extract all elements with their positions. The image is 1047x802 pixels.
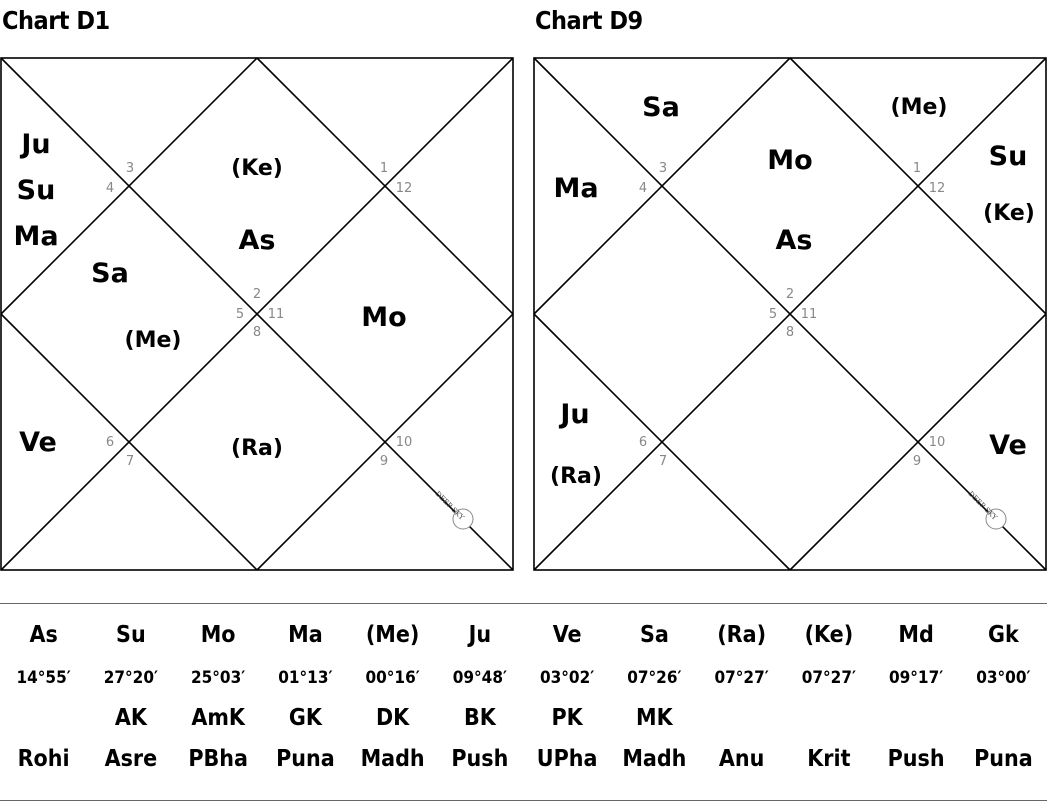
planet-label: As — [775, 225, 813, 256]
planet-label: As — [238, 225, 276, 256]
house-number: 10 — [395, 435, 413, 450]
house-number: 2 — [785, 287, 795, 302]
planet-label: Su — [988, 141, 1028, 172]
house-number: 3 — [658, 161, 668, 176]
degree-cell: 09°17′ — [889, 668, 944, 688]
house-number: 12 — [928, 181, 946, 196]
house-number: 11 — [267, 307, 285, 322]
house-number: 6 — [105, 435, 115, 450]
degree-cell: 25°03′ — [191, 668, 246, 688]
planet-label: Mo — [767, 145, 813, 176]
karaka-cell: GK — [288, 705, 322, 731]
planet-cell: (Ke) — [804, 622, 854, 648]
nakshatra-cell: Push — [451, 746, 509, 772]
table-bottom-divider — [0, 800, 1047, 801]
planet-label: Ve — [19, 427, 57, 458]
planet-cell: Ve — [552, 622, 582, 648]
degree-cell: 27°20′ — [103, 668, 158, 688]
house-number: 9 — [912, 454, 922, 469]
house-number: 10 — [928, 435, 946, 450]
planet-label: Ju — [560, 399, 590, 430]
house-number: 4 — [638, 181, 648, 196]
chart-d9-title: Chart D9 — [535, 6, 643, 35]
nakshatra-row — [0, 746, 1047, 786]
degree-row — [0, 668, 1047, 708]
planet-label: Ve — [989, 430, 1027, 461]
degree-cell: 03°00′ — [976, 668, 1031, 688]
planet-cell: Ma — [288, 622, 323, 648]
chart-d1-diagram — [0, 57, 514, 571]
house-number: 2 — [252, 287, 262, 302]
planet-cell: Md — [898, 622, 934, 648]
degree-cell: 14°55′ — [16, 668, 71, 688]
house-number: 1 — [379, 161, 389, 176]
nakshatra-cell: Asre — [104, 746, 158, 772]
house-number: 12 — [395, 181, 413, 196]
house-number: 1 — [912, 161, 922, 176]
planet-cell: (Ra) — [717, 622, 767, 648]
degree-cell: 07°26′ — [627, 668, 682, 688]
karaka-cell: MK — [636, 705, 673, 731]
deep-sky-watermark: DEEP SKY — [966, 489, 999, 522]
planet-label: Ma — [13, 221, 59, 252]
nakshatra-cell: Rohi — [17, 746, 70, 772]
table-top-divider — [0, 603, 1047, 604]
planet-cell: Su — [116, 622, 146, 648]
degree-cell: 03°02′ — [540, 668, 595, 688]
house-number: 4 — [105, 181, 115, 196]
planet-label: (Ke) — [983, 201, 1035, 226]
karaka-cell: DK — [376, 705, 410, 731]
degree-cell: 09°48′ — [452, 668, 507, 688]
karaka-cell: AmK — [191, 705, 245, 731]
nakshatra-cell: Puna — [276, 746, 335, 772]
house-number: 9 — [379, 454, 389, 469]
nakshatra-cell: Krit — [807, 746, 851, 772]
degree-cell: 00°16′ — [365, 668, 420, 688]
planet-label: Ju — [21, 129, 51, 160]
nakshatra-cell: PBha — [188, 746, 248, 772]
degree-cell: 07°27′ — [714, 668, 769, 688]
planet-cell: Sa — [639, 622, 669, 648]
planet-label: (Ra) — [550, 464, 602, 489]
karaka-row — [0, 705, 1047, 745]
house-number: 5 — [235, 307, 245, 322]
nakshatra-cell: Madh — [622, 746, 687, 772]
degree-cell: 01°13′ — [278, 668, 333, 688]
planet-row — [0, 622, 1047, 662]
nakshatra-cell: UPha — [536, 746, 598, 772]
nakshatra-cell: Madh — [360, 746, 425, 772]
deep-sky-watermark: DEEP SKY — [433, 489, 466, 522]
house-number: 8 — [252, 325, 262, 340]
house-number: 7 — [125, 454, 135, 469]
planet-label: Ma — [553, 173, 599, 204]
planet-label: (Me) — [124, 328, 182, 353]
karaka-cell: BK — [463, 705, 496, 731]
nakshatra-cell: Anu — [718, 746, 765, 772]
chart-d9-diagram — [533, 57, 1047, 571]
planet-cell: Gk — [988, 622, 1019, 648]
planet-label: Mo — [361, 302, 407, 333]
planet-cell: As — [29, 622, 58, 648]
planet-label: Su — [16, 175, 56, 206]
nakshatra-cell: Puna — [974, 746, 1033, 772]
planet-cell: Ju — [468, 622, 492, 648]
planet-cell: Mo — [200, 622, 236, 648]
house-number: 3 — [125, 161, 135, 176]
planet-label: (Ke) — [231, 156, 283, 181]
chart-d1-title: Chart D1 — [2, 6, 110, 35]
house-number: 5 — [768, 307, 778, 322]
planet-label: (Me) — [890, 95, 948, 120]
nakshatra-cell: Push — [887, 746, 945, 772]
house-number: 11 — [800, 307, 818, 322]
planet-label: Sa — [642, 92, 680, 123]
house-number: 7 — [658, 454, 668, 469]
house-number: 6 — [638, 435, 648, 450]
karaka-cell: AK — [114, 705, 147, 731]
degree-cell: 07°27′ — [801, 668, 856, 688]
karaka-cell: PK — [551, 705, 583, 731]
planet-label: (Ra) — [231, 436, 283, 461]
planet-label: Sa — [91, 258, 129, 289]
house-number: 8 — [785, 325, 795, 340]
planet-cell: (Me) — [365, 622, 420, 648]
